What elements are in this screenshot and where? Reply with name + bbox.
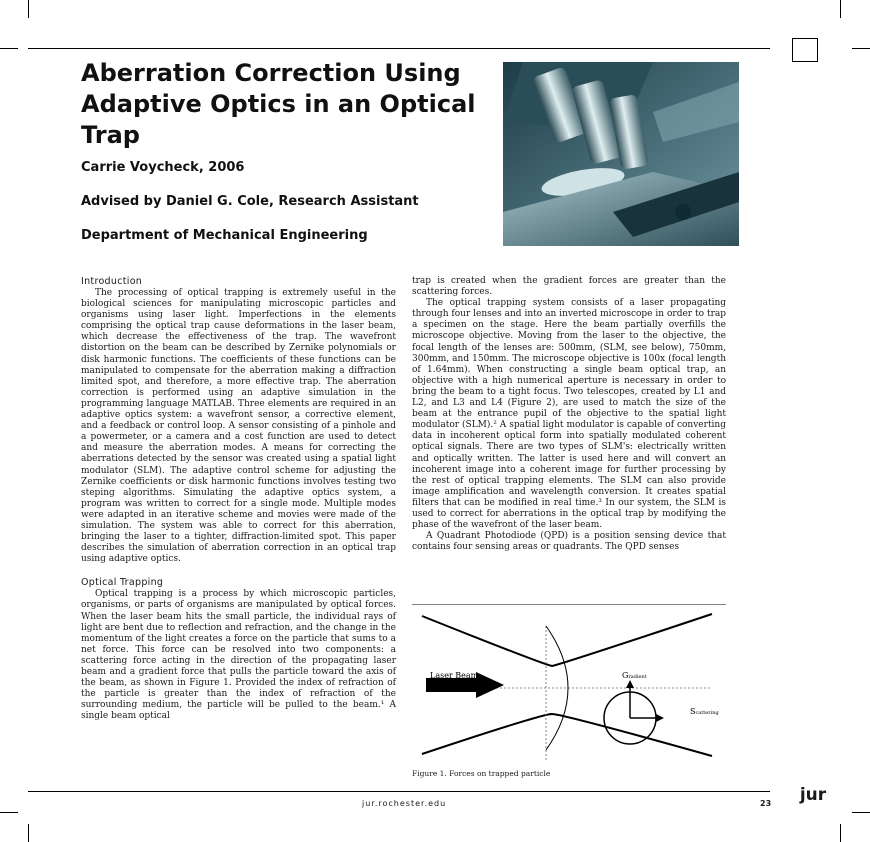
author-line: Carrie Voycheck, 2006 bbox=[81, 160, 245, 175]
scattering-arrow-head bbox=[656, 714, 664, 722]
gradient-arrow-head bbox=[626, 680, 634, 688]
right-column bbox=[412, 276, 726, 553]
crop-mark bbox=[852, 812, 870, 813]
footer-rule bbox=[28, 791, 770, 792]
figure-caption: Figure 1. Forces on trapped particle bbox=[412, 769, 551, 778]
crop-mark bbox=[28, 824, 29, 842]
crop-mark bbox=[840, 824, 841, 842]
laser-beam-label: Laser Beam bbox=[430, 671, 479, 680]
laser-arrow-shaft bbox=[426, 678, 478, 692]
page-number: 23 bbox=[760, 799, 772, 808]
crop-mark bbox=[0, 812, 18, 813]
microscope-illustration bbox=[503, 62, 739, 246]
optical-trapping-paragraph: Optical trapping is a process by which microscopic particles, organisms, or parts of organisms are manipulated by optical forces. When the laser beam hits the small particle, the individual rays of light are bent due to reflection and refraction, and the change in the momentum of the light creates a force on the particle that sums to a net force. This force can be resolved into two components: a scattering force acting in the direction of the propagating laser beam and a gradient force that pulls the particle toward the axis of the beam, as shown in Figure 1. Provided the index of refraction of the particle is greater than the index of refraction of the surrounding medium, the particle will be pulled to the beam.¹ A single beam optical bbox=[81, 589, 396, 722]
beam-lower-edge bbox=[422, 714, 712, 756]
crop-mark bbox=[0, 48, 18, 49]
laser-arrow-head bbox=[476, 672, 504, 698]
intro-heading: Introduction bbox=[81, 276, 143, 287]
gradient-label: Gradient bbox=[622, 671, 647, 680]
crop-mark bbox=[28, 48, 770, 49]
intro-paragraph: The processing of optical trapping is extremely useful in the biological sciences for manipulating microscopic particles and organisms using laser light. Imperfections in the elements comprising the optical trap cause deformations in the laser beam, which decrease the effectiveness of the trap. The wavefront distortion on the beam can be described by Zernike polynomials or disk harmonic functions. The coefficients of these functions can be manipulated to compensate for the aberration making a diffraction limited spot, and therefore, a more effective trap. The aberration correction is performed using an adaptive simulation in the programming language MATLAB. Three elements are required in an adaptive optics system: a wavefront sensor, a corrective element, and a feedback or control loop. A sensor consisting of a pinhole and a powermeter, or a camera and a cost function are used to detect and measure the aberration modes. A means for correcting the aberrations detected by the sensor was created using a spatial light modulator (SLM). The adaptive control scheme for adjusting the Zernike coefficients or disk harmonic functions involves testing two steping algorithms. Simulating the adaptive optics system, a program was written to correct for a single mode. Multiple modes were adapted in an iterative scheme and movies were made of the simulation. The system was able to correct for this aberration, bringing the laser to a tighter, diffraction-limited spot. This paper describes the simulation of aberration correction in an optical trap using adaptive optics. bbox=[81, 288, 396, 565]
crop-mark bbox=[28, 0, 29, 18]
qpd-paragraph: A Quadrant Photodiode (QPD) is a position sensing device that contains four sensing areas or quadrants. The QPD senses bbox=[412, 531, 726, 553]
beam-upper-edge bbox=[422, 614, 712, 666]
scattering-label: Scattering bbox=[690, 707, 719, 716]
microscope-photo bbox=[503, 62, 739, 246]
system-paragraph: The optical trapping system consists of a laser propagating through four lenses and into an inverted microscope in order to trap a specimen on the stage. Here the beam partially overfills the microscope objective. Moving from the laser to the objective, the focal length of the lenses are: 500mm, (SLM, see below), 750mm, 300mm, and 150mm. The microscope objective is 100x (focal length of 1.64mm). When constructing a single beam optical trap, an objective with a high numerical aperture is necessary in order to bring the beam to a tight focus. Two telescopes, created by L1 and L2, and L3 and L4 (Figure 2), are used to match the size of the beam at the entrance pupil of the objective to the spatial light modulator (SLM).² A spatial light modulator is capable of converting data in incoherent optical form into spatially modulated coherent optical signals. There are two types of SLM's: electrically written and optically written. The latter is used here and will convert an incoherent image into a coherent image for further processing by the rest of optical trapping elements. The SLM can also provide image amplification and wavelength conversion. It creates spatial filters that can be modified in real time.³ In our system, the SLM is used to correct for aberrations in the optical trap by modifying the phase of the wavefront of the laser beam. bbox=[412, 298, 726, 531]
continued-paragraph: trap is created when the gradient forces are greater than the scattering forces. bbox=[412, 276, 726, 298]
footer-url: jur.rochester.edu bbox=[362, 799, 447, 808]
department-line: Department of Mechanical Engineering bbox=[81, 228, 368, 243]
left-column bbox=[81, 276, 396, 722]
crop-mark bbox=[840, 0, 841, 18]
paper-title: Aberration Correction Using Adaptive Optics in an Optical Trap bbox=[81, 59, 476, 149]
crop-mark bbox=[852, 48, 870, 49]
optical-trapping-heading: Optical Trapping bbox=[81, 577, 164, 589]
journal-logo: jur bbox=[791, 784, 835, 808]
forces-figure bbox=[412, 604, 726, 774]
corner-square bbox=[792, 38, 818, 62]
advisor-line: Advised by Daniel G. Cole, Research Assistant bbox=[81, 194, 419, 209]
